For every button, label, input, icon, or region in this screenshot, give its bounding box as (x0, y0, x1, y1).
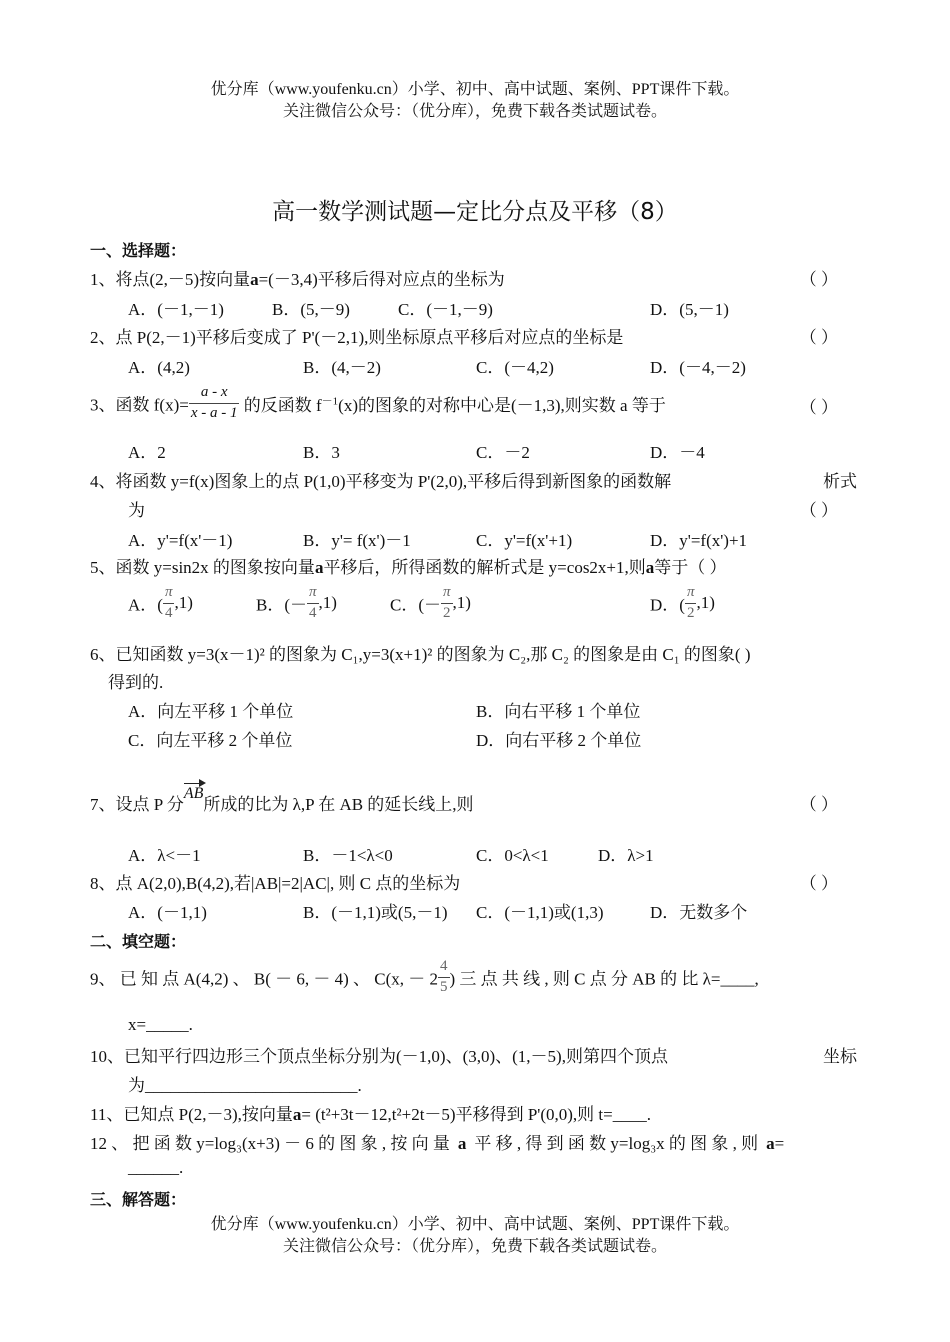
q1-stem: 1、将点(2,－5)按向量a=(－3,4)平移后得对应点的坐标为 (90, 270, 505, 289)
q8-option-c: C．(－1,1)或(1,3) (476, 903, 604, 922)
q3-option-b: B．3 (303, 443, 340, 462)
q5-option-d: D．( $\frac{\pi}{2}$ ,1) (650, 584, 715, 621)
page-title: 高一数学测试题—定比分点及平移（8） (272, 199, 678, 225)
q3-fraction: $\frac{a - x}{x - a - 1}$ (190, 384, 238, 421)
q3-paren: （ ） (799, 398, 838, 417)
q4-stem: 4、将函数 y=f(x)图象上的点 P(1,0)平移变为 P'(2,0),平移后得到新图象的函数解 (90, 472, 672, 491)
footer-line-2: 关注微信公众号：（优分库），免费下载各类试题试卷。 (282, 1238, 667, 1255)
q7-option-b: B．－1<λ<0 (303, 846, 393, 865)
q1-option-b: B．(5,－9) (272, 300, 350, 319)
q1-paren: （ ） (799, 270, 838, 289)
q2-option-b: B．(4,－2) (303, 358, 381, 377)
q12-stem: 12 、 把 函 数 y=log₃(x+3) － 6 的 图 象 , 按 向 量 a 平 移 , 得 到 函 数 y=log₃x 的 图 象 , 则 a= (90, 1134, 785, 1153)
q7-option-d: D．λ>1 (598, 846, 654, 865)
q10-stem-tail: 坐标 (823, 1047, 857, 1066)
q3-option-c: C．－2 (476, 443, 530, 462)
q4-option-d: D．y'=f(x')+1 (650, 531, 748, 550)
q6-stem-cont: 得到的. (108, 673, 164, 692)
q6-option-d: D．向右平移 2 个单位 (476, 731, 642, 750)
q8-option-a: A．(－1,1) (128, 903, 207, 922)
q7-vector-ab: AB (183, 785, 204, 802)
footer-line-1: 优分库（www.youfenku.cn）小学、初中、高中试题、案例、PPT课件下载。 (210, 1216, 740, 1233)
q4-option-c: C．y'=f(x'+1) (476, 531, 573, 550)
q6-option-c: C．向左平移 2 个单位 (128, 731, 293, 750)
q3-stem: 3、函数 f(x)= $\frac{a - x}{x - a - 1}$ 的反函数 $f^{-1}(x)$的图象的对称中心是(－1,3),则实数 a 等于 (90, 383, 666, 423)
q8-stem: 8、点 A(2,0),B(4,2),若|AB|=2|AC|, 则 C 点的坐标为 (90, 874, 461, 893)
q8-option-d: D．无数多个 (650, 903, 748, 922)
q7-stem: 7、设点 P 分AB所成的比为 λ,P 在 AB 的延长线上,则 (90, 785, 474, 814)
q6-option-a: A．向左平移 1 个单位 (128, 702, 294, 721)
section-choice: 一、选择题： (90, 241, 187, 260)
q4-stem-cont: 为 (128, 501, 145, 520)
q3-option-a: A．2 (128, 443, 166, 462)
q5-option-a: A．( $\frac{\pi}{4}$ ,1) (128, 584, 193, 621)
q2-option-d: D．(－4,－2) (650, 358, 746, 377)
q2-stem: 2、点 P(2,－1)平移后变成了 P'(－2,1),则坐标原点平移后对应点的坐标是 (90, 328, 624, 347)
section-fill: 二、填空题： (90, 932, 187, 951)
q9-stem-cont: x=_____. (128, 1015, 193, 1034)
q4-paren: （ ） (799, 501, 838, 520)
q5-option-b: B．(－ $\frac{\pi}{4}$ ,1) (256, 584, 337, 621)
q7-option-c: C．0<λ<1 (476, 846, 549, 865)
q2-option-a: A．(4,2) (128, 358, 190, 377)
q7-option-a: A．λ<－1 (128, 846, 201, 865)
q8-paren: （ ） (799, 874, 838, 893)
q1-option-a: A．(－1,－1) (128, 300, 224, 319)
q5-stem: 5、函数 y=sin2x 的图象按向量a平移后，所得函数的解析式是 y=cos2x+1,则a等于（ ） (90, 558, 727, 577)
q4-option-b: B．y'= f(x')－1 (303, 531, 411, 550)
section-answer: 三、解答题： (90, 1190, 187, 1209)
header-line-2: 关注微信公众号：（优分库），免费下载各类试题试卷。 (282, 103, 667, 120)
q8-option-b: B．(－1,1)或(5,－1) (303, 903, 448, 922)
q6-stem: 6、已知函数 y=3(x－1)² 的图象为 C₁,y=3(x+1)² 的图象为 C₂,那 C₂ 的图象是由 C₁ 的图象( ) (90, 645, 751, 664)
q9-stem: 9、 已 知 点 A(4,2) 、 B( － 6, － 4) 、 C(x, － 2 $\frac{4}{5}$ ) 三 点 共 线 , 则 C 点 分 AB 的 比 λ=____, (90, 958, 759, 995)
q5-option-c: C．(－ $\frac{\pi}{2}$ ,1) (390, 584, 471, 621)
q1-option-c: C．(－1,－9) (398, 300, 493, 319)
q3-option-d: D．－4 (650, 443, 705, 462)
q12-stem-cont: ______. (128, 1158, 184, 1177)
q11-stem: 11、已知点 P(2,－3),按向量a= (t²+3t－12,t²+2t－5)平移得到 P'(0,0),则 t=____. (90, 1105, 651, 1124)
q4-option-a: A．y'=f(x'－1) (128, 531, 233, 550)
q2-option-c: C．(－4,2) (476, 358, 554, 377)
q7-paren: （ ） (799, 795, 838, 814)
q1-option-d: D．(5,－1) (650, 300, 729, 319)
q4-stem-tail: 析式 (823, 472, 857, 491)
q10-stem-cont: 为_________________________. (128, 1076, 362, 1095)
q2-paren: （ ） (799, 328, 838, 347)
q10-stem: 10、已知平行四边形三个顶点坐标分别为(－1,0)、(3,0)、(1,－5),则第四个顶点 (90, 1047, 668, 1066)
q6-option-b: B．向右平移 1 个单位 (476, 702, 641, 721)
header-line-1: 优分库（www.youfenku.cn）小学、初中、高中试题、案例、PPT课件下载。 (210, 81, 740, 98)
